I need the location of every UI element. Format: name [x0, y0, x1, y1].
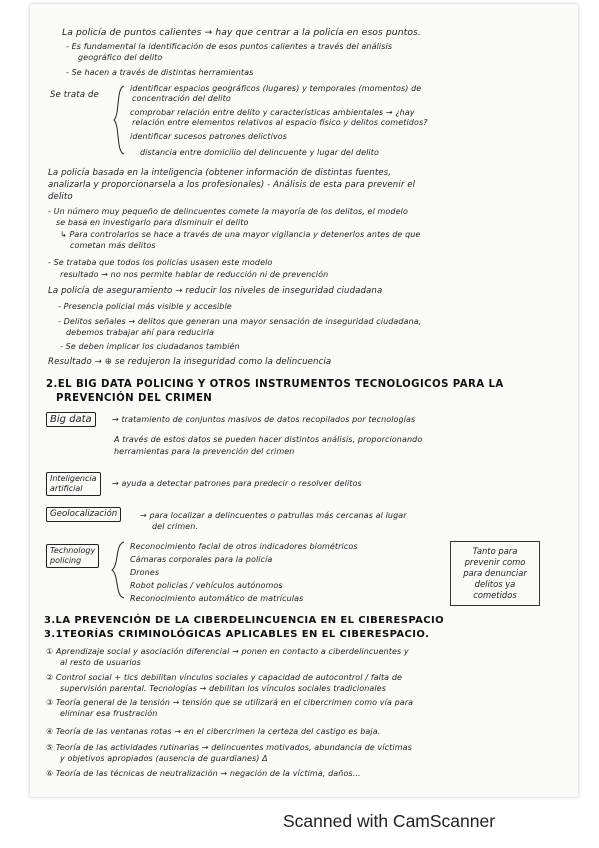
note-line: identificar espacios geográficos (lugares) y temporales (momentos) de [130, 84, 422, 93]
note-line: → ayuda a detectar patrones para predecir o resolver delitos [112, 479, 362, 488]
note-line: geográfico del delito [78, 53, 163, 62]
note-line: ⑤ Teoría de las actividades rutinarias → delincuentes motivados, abundancia de víctimas [46, 743, 412, 752]
note-line: Cámaras corporales para la policía [130, 555, 273, 564]
note-line: concentración del delito [132, 94, 231, 103]
note-line: se basa en investigarlo para disminuir el delito [56, 218, 249, 227]
brace-icon [112, 84, 126, 156]
note-line: del crimen. [152, 522, 199, 531]
concept-box-label: policing [50, 556, 82, 565]
note-line: Drones [130, 568, 160, 577]
concept-box-big-data: Big data [46, 412, 96, 427]
note-line: La policía basada en la inteligencia (obtener información de distintas fuentes, [48, 168, 392, 178]
note-line: - Presencia policial más visible y accesible [58, 302, 232, 311]
note-line: identificar sucesos patrones delictivos [130, 132, 288, 141]
note-line: al resto de usuarios [60, 658, 141, 667]
concept-box-label: artificial [50, 484, 83, 493]
note-line: - Delitos señales → delitos que generan una mayor sensación de inseguridad ciudadana, [58, 317, 422, 326]
side-note-box: Tanto para prevenir como para denunciar delitos ya cometidos [450, 541, 540, 606]
note-line: ↳ Para controlarlos se hace a través de una mayor vigilancia y detenerlos antes de que [60, 230, 421, 239]
note-line: La policía de puntos calientes → hay que centrar a la policía en esos puntos. [62, 27, 421, 38]
note-line: → para localizar a delincuentes o patrullas más cercanas al lugar [140, 511, 407, 520]
section-heading: 2.EL BIG DATA POLICING Y OTROS INSTRUMENTOS TECNOLOGICOS PARA LA [46, 379, 504, 390]
note-line: ③ Teoría general de la tensión → tensión que se utilizará en el cibercrimen como vía para [46, 698, 414, 707]
note-line: - Se hacen a través de distintas herramientas [66, 68, 254, 77]
scanner-watermark: Scanned with CamScanner [283, 811, 496, 831]
notebook-page [30, 4, 578, 797]
note-line: analizarla y proporcionarsela a los profesionales) - Análisis de esta para prevenir el [48, 180, 416, 190]
note-line: Reconocimiento automático de matrículas [130, 594, 304, 603]
note-line: resultado → no nos permite hablar de reducción ni de prevención [60, 270, 329, 279]
note-line: Reconocimiento facial de otros indicadores biométricos [130, 542, 358, 551]
section-heading: 3.LA PREVENCIÓN DE LA CIBERDELINCUENCIA EN EL CIBERESPACIO [44, 615, 445, 626]
note-line: y objetivos apropiados (ausencia de guardianes) Δ [60, 754, 268, 763]
concept-box-technology-policing [46, 544, 99, 568]
concept-box-geolocalizacion: Geolocalización [46, 507, 121, 522]
note-line: debemos trabajar ahí para reducirla [66, 328, 215, 337]
brace-icon [110, 540, 126, 600]
note-line: - Es fundamental la identificación de esos puntos calientes a través del análisis [66, 42, 393, 51]
section-heading: 3.1TEORÍAS CRIMINOLÓGICAS APLICABLES EN EL CIBERESPACIO. [44, 629, 430, 640]
note-line: A través de estos datos se pueden hacer distintos análisis, proporcionando [114, 435, 423, 444]
note-line: ② Control social + tics debilitan vínculos sociales y capacidad de autocontrol / falta de [46, 673, 403, 682]
note-line: ⑥ Teoría de las técnicas de neutralización → negación de la víctima, daños... [46, 769, 361, 778]
concept-box-label: Inteligencia [50, 474, 97, 483]
note-line: eliminar esa frustración [60, 709, 158, 718]
concept-box-ia [46, 472, 101, 496]
note-line: supervisión parental. Tecnologías → debilitan los vínculos sociales tradicionales [60, 684, 386, 693]
note-line: relación entre elementos relativos al espacio físico y delitos cometidos? [132, 118, 428, 127]
note-line: delito [48, 192, 73, 202]
concept-box-label: Technology [50, 546, 96, 555]
note-line: - Se deben implicar los ciudadanos también [60, 342, 240, 351]
note-line: Robot policías / vehículos autónomos [130, 581, 283, 590]
note-line: La policía de aseguramiento → reducir los niveles de inseguridad ciudadana [48, 286, 383, 296]
note-line: ④ Teoría de las ventanas rotas → en el cibercrimen la certeza del castigo es baja. [46, 727, 381, 736]
note-line: Se trata de [50, 90, 99, 100]
note-line: - Se trataba que todos los policías usasen este modelo [48, 258, 273, 267]
note-line: comprobar relación entre delito y características ambientales → ¿hay [130, 108, 415, 117]
section-heading: PREVENCIÓN DEL CRIMEN [56, 393, 213, 404]
note-line: distancia entre domicilio del delincuente y lugar del delito [140, 148, 379, 157]
note-line: - Un número muy pequeño de delincuentes comete la mayoría de los delitos, el modelo [48, 207, 408, 216]
note-line: cometan más delitos [70, 241, 156, 250]
note-line: herramientas para la prevención del crimen [114, 447, 295, 456]
note-line: → tratamiento de conjuntos masivos de datos recopilados por tecnologías [112, 415, 416, 424]
note-line: ① Aprendizaje social y asociación diferencial → ponen en contacto a ciberdelincuentes y [46, 647, 409, 656]
note-line: Resultado → ⊕ se redujeron la inseguridad como la delincuencia [48, 357, 332, 367]
